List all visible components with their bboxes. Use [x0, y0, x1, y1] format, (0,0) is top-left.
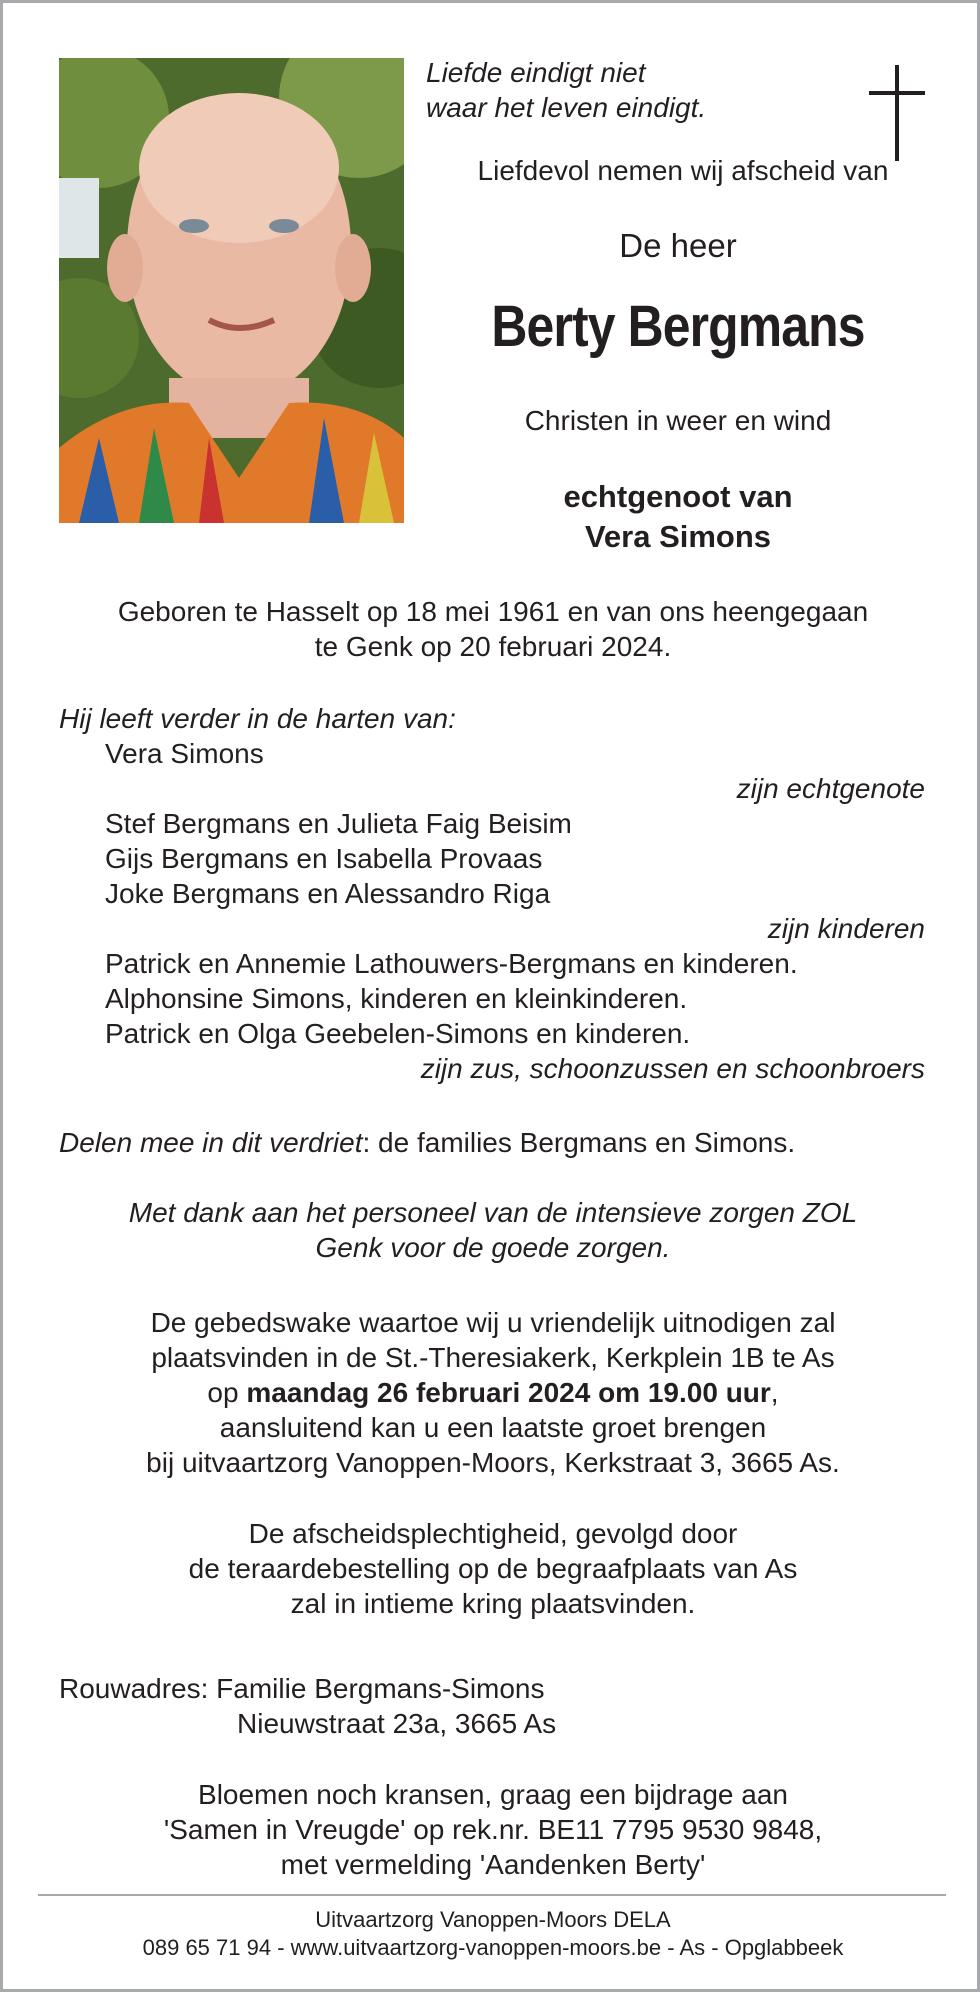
wake-line: aansluitend kan u een laatste groet brengen — [219, 1412, 767, 1443]
motto-line: Liefde eindigt niet — [426, 57, 646, 88]
family-member: Gijs Bergmans en Isabella Provaas — [105, 843, 543, 874]
address-label: Rouwadres: Familie Bergmans-Simons — [59, 1673, 545, 1704]
spouse-info — [423, 477, 933, 557]
thanks-line: Genk voor de goede zorgen. — [315, 1232, 671, 1263]
thanks-line: Met dank aan het personeel van de intensieve zorgen ZOL — [128, 1197, 858, 1228]
sorrow-line — [59, 1125, 925, 1160]
flowers-line: met vermelding 'Aandenken Berty' — [280, 1849, 706, 1880]
family-member: Patrick en Annemie Lathouwers-Bergmans en kinderen. — [105, 948, 798, 979]
spouse-relation: echtgenoot van — [563, 479, 793, 514]
spouse-name: Vera Simons — [584, 519, 772, 554]
cross-icon — [869, 65, 925, 161]
address-street: Nieuwstraat 23a, 3665 As — [237, 1708, 557, 1739]
motto — [426, 55, 706, 125]
motto-line: waar het leven eindigt. — [426, 92, 707, 123]
portrait-photo — [59, 58, 404, 523]
flowers-line: 'Samen in Vreugde' op rek.nr. BE11 7795 9530 9848, — [163, 1814, 823, 1845]
family-heading: Hij leeft verder in de harten van: — [59, 703, 456, 734]
tagline: Christen in weer en wind — [524, 405, 832, 436]
wake-pre: op — [207, 1377, 247, 1408]
farewell-line: zal in intieme kring plaatsvinden. — [290, 1588, 696, 1619]
farewell-line: De afscheidsplechtigheid, gevolgd door — [248, 1518, 738, 1549]
sorrow-text: : de families Bergmans en Simons. — [362, 1127, 796, 1158]
farewell-info — [3, 1516, 980, 1621]
farewell-line: de teraardebestelling op de begraafplaats van As — [188, 1553, 798, 1584]
family-section — [59, 701, 925, 1086]
wake-date-line — [3, 1375, 980, 1410]
sorrow-label: Delen mee in dit verdriet — [59, 1127, 363, 1158]
funeral-home-contact: 089 65 71 94 - www.uitvaartzorg-vanoppen-moors.be - As - Opglabbeek — [142, 1935, 844, 1960]
family-role: zijn echtgenote — [736, 773, 925, 804]
family-member: Vera Simons — [105, 738, 264, 769]
thanks-text — [3, 1195, 980, 1265]
family-member: Stef Bergmans en Julieta Faig Beisim — [105, 808, 572, 839]
family-role: zijn kinderen — [767, 913, 925, 944]
family-role: zijn zus, schoonzussen en schoonbroers — [420, 1053, 925, 1084]
wake-line: plaatsvinden in de St.-Theresiakerk, Kerkplein 1B te As — [151, 1342, 835, 1373]
flowers-info — [3, 1777, 980, 1882]
deceased-name: Berty Bergmans — [491, 294, 865, 359]
wake-line: De gebedswake waartoe wij u vriendelijk uitnodigen zal — [150, 1307, 836, 1338]
wake-post: , — [770, 1377, 779, 1408]
funeral-home-footer — [3, 1906, 980, 1962]
mourning-address — [59, 1671, 925, 1741]
family-member: Alphonsine Simons, kinderen en kleinkinderen. — [105, 983, 688, 1014]
birth-line: Geboren te Hasselt op 18 mei 1961 en van ons heengegaan — [117, 596, 869, 627]
birth-line: te Genk op 20 februari 2024. — [314, 631, 672, 662]
honorific: De heer — [619, 227, 737, 264]
wake-info — [3, 1305, 980, 1480]
family-member: Joke Bergmans en Alessandro Riga — [105, 878, 551, 909]
funeral-home-name: Uitvaartzorg Vanoppen-Moors DELA — [315, 1907, 671, 1932]
family-member: Patrick en Olga Geebelen-Simons en kinderen. — [105, 1018, 691, 1049]
footer-divider — [38, 1894, 946, 1896]
wake-line: bij uitvaartzorg Vanoppen-Moors, Kerkstraat 3, 3665 As. — [146, 1447, 840, 1478]
intro-text: Liefdevol nemen wij afscheid van — [477, 155, 889, 186]
flowers-line: Bloemen noch kransen, graag een bijdrage aan — [198, 1779, 788, 1810]
birth-death-info — [3, 594, 980, 664]
wake-date: maandag 26 februari 2024 om 19.00 uur — [246, 1377, 771, 1408]
